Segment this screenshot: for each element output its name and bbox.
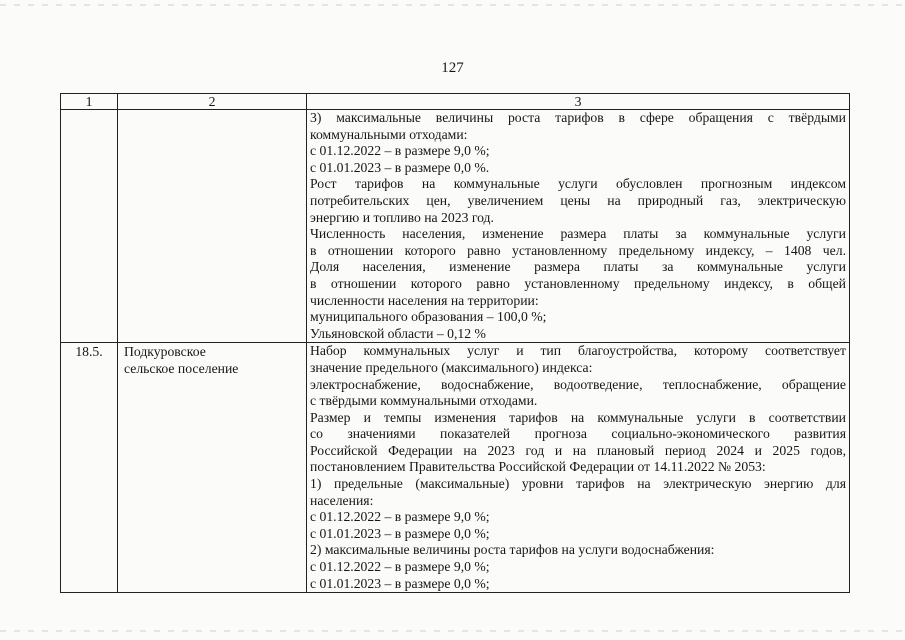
text-line: численности населения на территории: (310, 292, 539, 308)
row-content-cell (307, 343, 850, 593)
settlement-name-line-2: сельское поселение (124, 360, 239, 376)
header-cell-2: 2 (118, 94, 307, 110)
document-table (60, 93, 850, 593)
row-number-cell: 18.5. (61, 343, 118, 593)
header-cell-1: 1 (61, 94, 118, 110)
row-18-5-text (310, 343, 846, 592)
row-number-cell (61, 110, 118, 343)
text-line: Численность населения, изменение размера платы за коммунальные услуги (310, 226, 846, 242)
text-line: муниципального образования – 100,0 %; (310, 309, 547, 325)
text-line: постановлением Правительства Российской Федерации от 14.11.2022 № 2053: (310, 459, 766, 475)
text-line: с 01.12.2022 – в размере 9,0 %; (310, 559, 490, 575)
page-number: 127 (441, 60, 464, 76)
text-line: Доля населения, изменение размера платы за коммунальные услуги (310, 259, 846, 275)
table-header-row (61, 94, 850, 110)
text-line: потребительских цен, увеличением цены на природный газ, электрическую (310, 192, 846, 208)
scan-edge-bottom (0, 630, 905, 632)
scan-edge-top (0, 4, 905, 6)
text-line: с 01.01.2023 – в размере 0,0 %. (310, 159, 490, 175)
text-line: 3) максимальные величины роста тарифов в сфере обращения с твёрдыми (310, 110, 846, 125)
row-name-cell (118, 110, 307, 343)
text-line: электроснабжение, водоснабжение, водоотведение, теплоснабжение, обращение (310, 376, 846, 392)
text-line: с твёрдыми коммунальными отходами. (310, 393, 538, 409)
text-line: со значениями показателей прогноза социально-экономического развития (310, 426, 846, 442)
text-line: Рост тарифов на коммунальные услуги обусловлен прогнозным индексом (310, 176, 846, 192)
text-line: в отношении которого равно установленному предельному индексу, в общей (310, 275, 846, 291)
table-row-18-5 (61, 343, 850, 593)
text-line: с 01.01.2023 – в размере 0,0 %; (310, 525, 490, 541)
table-row-continuation (61, 110, 850, 343)
text-line: значение предельного (максимального) индекса: (310, 359, 593, 375)
text-line: с 01.12.2022 – в размере 9,0 %; (310, 143, 490, 159)
text-line: Ульяновской области – 0,12 % (310, 325, 486, 341)
text-line: в отношении которого равно установленному предельному индексу, – 1408 чел. (310, 242, 846, 258)
text-line: Российской Федерации на 2023 год и на плановый период 2024 и 2025 годов, (310, 442, 846, 458)
text-line: населения: (310, 492, 374, 508)
text-line: коммунальными отходами: (310, 126, 468, 142)
text-line: энергию и топливо на 2023 год. (310, 209, 494, 225)
text-line: Размер и темпы изменения тарифов на коммунальные услуги в соответствии (310, 409, 846, 425)
text-line: с 01.12.2022 – в размере 9,0 %; (310, 509, 490, 525)
text-line: 2) максимальные величины роста тарифов на услуги водоснабжения: (310, 542, 715, 558)
row-name-cell (118, 343, 307, 593)
text-line: с 01.01.2023 – в размере 0,0 %; (310, 575, 490, 591)
row-content-cell (307, 110, 850, 343)
text-line: Набор коммунальных услуг и тип благоустройства, которому соответствует (310, 343, 846, 359)
continuation-text (310, 110, 846, 342)
header-cell-3: 3 (307, 94, 850, 110)
text-line: 1) предельные (максимальные) уровни тарифов на электрическую энергию для (310, 476, 846, 492)
settlement-name-line-1: Подкуровское (124, 344, 206, 360)
